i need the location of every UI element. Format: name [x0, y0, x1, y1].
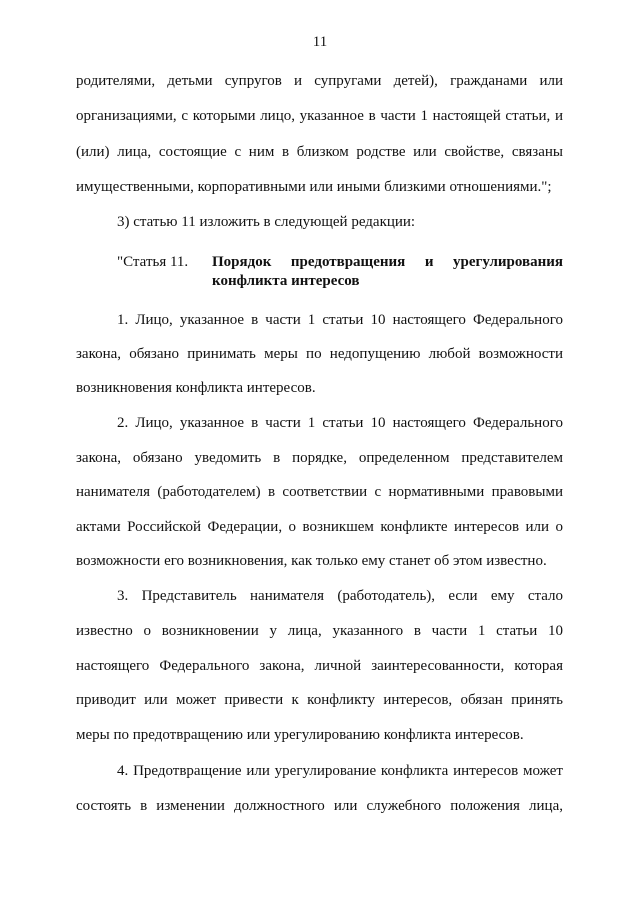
paragraph-line: приводит или может привести к конфликту интересов, обязан принять — [76, 692, 563, 708]
paragraph-line: известно о возникновении у лица, указанного в части 1 статьи 10 — [76, 623, 563, 639]
text-line: 3) статью 11 изложить в следующей редакции: — [117, 214, 416, 230]
text-line: (или) лица, состоящие с ним в близком родстве или свойстве, связаны — [76, 144, 563, 160]
article-title-line: Порядок предотвращения и урегулирования — [212, 254, 563, 270]
text-line: организациями, с которыми лицо, указанное в части 1 настоящей статьи, и — [76, 108, 563, 124]
paragraph-line: 4. Предотвращение или урегулирование конфликта интересов может — [117, 763, 563, 779]
text-line: имущественными, корпоративными или иными близкими отношениями."; — [76, 179, 552, 195]
paragraph-line: 2. Лицо, указанное в части 1 статьи 10 настоящего Федерального — [117, 415, 563, 431]
paragraph-line: 3. Представитель нанимателя (работодатель), если ему стало — [117, 588, 563, 604]
paragraph-line: закона, обязано принимать меры по недопущению любой возможности — [76, 346, 563, 362]
paragraph-line: настоящего Федерального закона, личной заинтересованности, которая — [76, 658, 563, 674]
article-title-line: конфликта интересов — [212, 273, 360, 289]
paragraph-line: закона, обязано уведомить в порядке, определенном представителем — [76, 450, 563, 466]
paragraph-line: возникновения конфликта интересов. — [76, 380, 316, 396]
paragraph-line: возможности его возникновения, как только ему станет об этом известно. — [76, 553, 547, 569]
paragraph-line: состоять в изменении должностного или служебного положения лица, — [76, 798, 563, 814]
paragraph-line: нанимателя (работодателем) в соответствии с нормативными правовыми — [76, 484, 563, 500]
text-line: родителями, детьми супругов и супругами детей), гражданами или — [76, 73, 563, 89]
paragraph-line: меры по предотвращению или урегулированию конфликта интересов. — [76, 727, 524, 743]
article-label: "Статья 11. — [117, 254, 189, 270]
page-number: 11 — [312, 34, 328, 50]
paragraph-line: 1. Лицо, указанное в части 1 статьи 10 настоящего Федерального — [117, 312, 563, 328]
paragraph-line: актами Российской Федерации, о возникшем конфликте интересов или о — [76, 519, 563, 535]
